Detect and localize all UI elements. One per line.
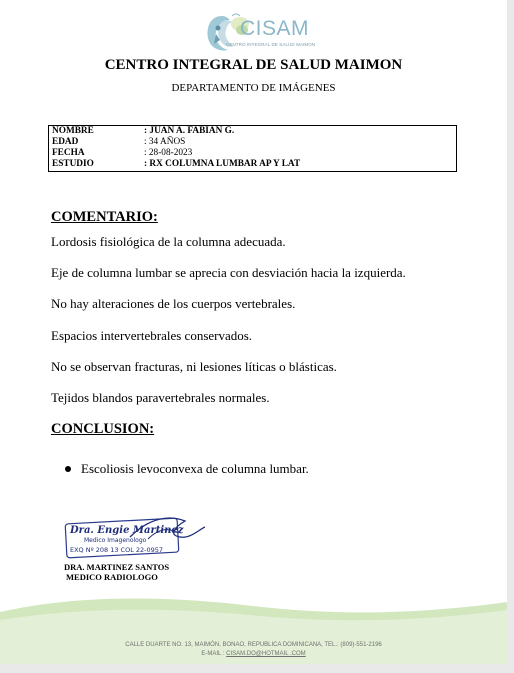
comentario-line: No hay alteraciones de los cuerpos vertebrales. xyxy=(51,296,296,311)
bullet-icon xyxy=(65,466,71,472)
study-label: ESTUDIO xyxy=(52,159,94,169)
footer-email-label: E-MAIL : xyxy=(201,651,227,657)
comentario-line: Espacios intervertebrales conservados. xyxy=(51,328,253,343)
page-edge-bottom xyxy=(0,664,514,673)
comentario-heading: COMENTARIO: xyxy=(51,209,158,225)
comentario-line: Eje de columna lumbar se aprecia con desviación hacia la izquierda. xyxy=(51,265,406,280)
department-title: DEPARTAMENTO DE IMÁGENES xyxy=(171,82,336,94)
page-edge-right xyxy=(507,0,514,673)
footer-email-line xyxy=(0,651,507,657)
date-label: FECHA xyxy=(52,148,85,158)
footer-email-link[interactable]: CISAM.DO@HOTMAIL .COM xyxy=(226,651,306,657)
patient-study-row xyxy=(52,159,453,170)
page-title: CENTRO INTEGRAL DE SALUD MAIMON xyxy=(104,57,403,73)
signature-script-title: Medico Imagenologo xyxy=(84,537,147,544)
conclusion-heading: CONCLUSION: xyxy=(51,421,155,437)
age-label: EDAD xyxy=(52,137,79,147)
doctor-name: DRA. MARTINEZ SANTOS xyxy=(64,562,170,572)
patient-info-box xyxy=(48,125,457,172)
name-value: : JUAN A. FABIAN G. xyxy=(144,126,235,136)
conclusion-item xyxy=(65,461,309,477)
date-value: : 28-08-2023 xyxy=(144,148,193,158)
logo-wordmark: CISAM xyxy=(240,17,310,40)
patient-date-row xyxy=(52,148,453,159)
study-value: : RX COLUMNA LUMBAR AP Y LAT xyxy=(144,159,301,169)
patient-age-row xyxy=(52,137,453,148)
signature-stamp xyxy=(60,507,210,567)
name-label: NOMBRE xyxy=(52,126,94,136)
logo-subtext: CENTRO INTEGRAL DE SALUD MAIMON xyxy=(226,42,316,47)
footer-address: CALLE DUARTE NO. 13, MAIMÓN, BONAO, REPUBLICA DOMINICANA, TEL.: (809)-551-2196 xyxy=(125,642,382,648)
signature-script-name: Dra. Engie Martinez xyxy=(70,525,184,536)
conclusion-item-text: Escoliosis levoconvexa de columna lumbar. xyxy=(81,461,309,476)
doctor-title: MEDICO RADIOLOGO xyxy=(66,572,158,582)
comentario-line: Tejidos blandos paravertebrales normales. xyxy=(51,390,270,405)
age-value: : 34 AÑOS xyxy=(144,137,186,147)
comentario-line: Lordosis fisiológica de la columna adecuada. xyxy=(51,234,286,249)
patient-name-row xyxy=(52,126,453,137)
comentario-line: No se observan fracturas, ni lesiones líticas o blásticas. xyxy=(51,359,337,374)
stamp-number: EXQ Nº 208 13 COL 22-0957 xyxy=(70,546,164,554)
